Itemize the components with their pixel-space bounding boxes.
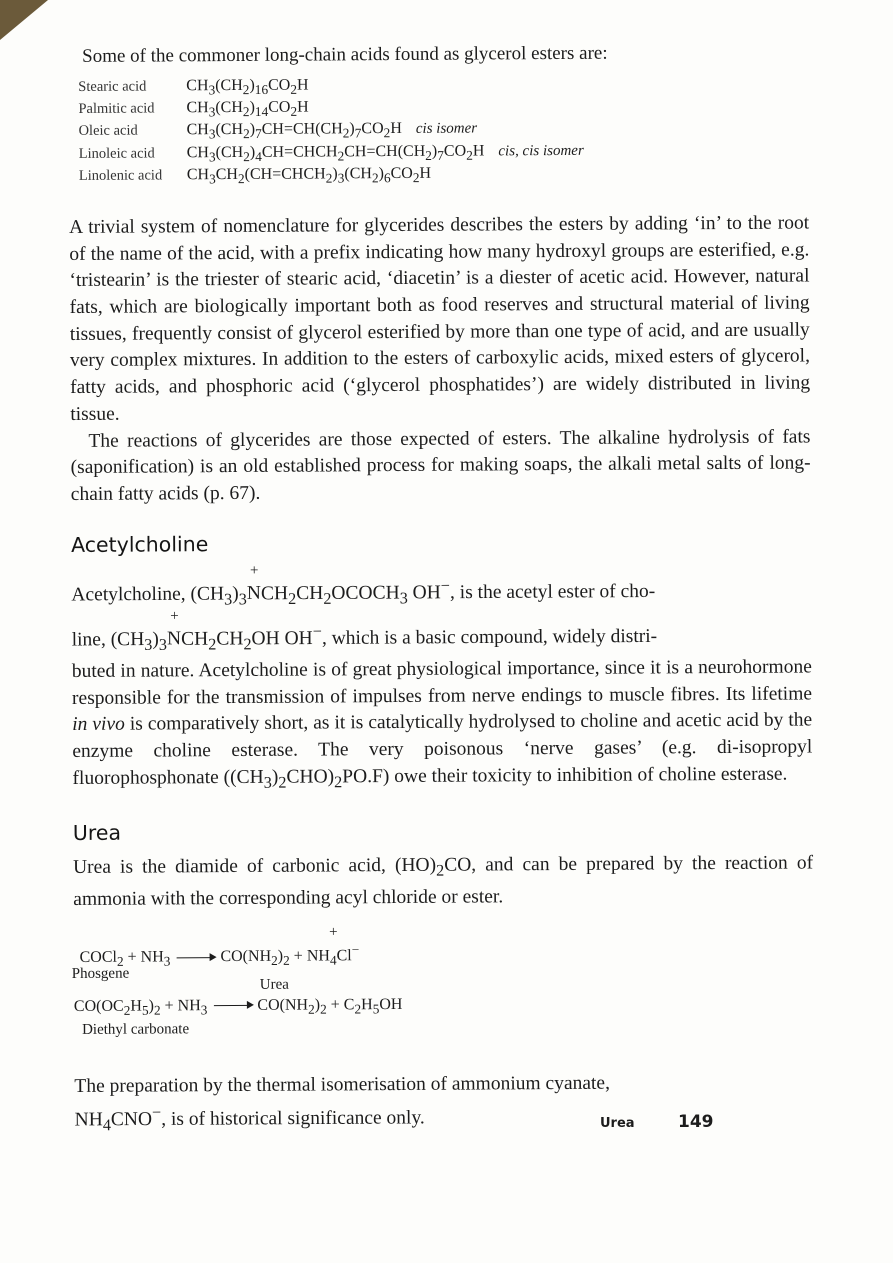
ammonium-chloride-formula: $NH_4Cl^-$ [306, 941, 360, 968]
scan-corner-shadow [0, 0, 48, 40]
minus-charge: − [312, 622, 322, 641]
plus-charge: + [170, 608, 179, 625]
glyceride-nomenclature-paragraph: A trivial system of nomenclature for glycerides describes the esters by adding ‘in’ to the root of the name of the acid, with a prefix indicating how many hydroxyl groups are esterified, e.g. ‘tristearin’ is the triester of stearic acid, ‘diacetin’ is a diester of acetic acid. However, natural fats, which are biologically important both as food reserves and structural material of living tissues, frequently consist of glycerol esterified by more than one type of acid, and are usually very complex mixtures. In addition to the esters of carboxylic acids, mixed esters of glycerol, fatty acids, and phosphoric acid (‘glycerol phosphatides’) are widely distributed in living tissue. [69, 212, 811, 425]
plus-charge: + [329, 923, 338, 940]
text-run: OH [407, 581, 441, 604]
subscript: 2 [323, 589, 332, 608]
acids-intro: Some of the commoner long-chain acids found as glycerol esters are: [82, 42, 608, 67]
subscript: 2 [208, 635, 217, 654]
acetylcholine-formula-lines [71, 563, 812, 659]
acid-name: Linoleic acid [78, 145, 155, 162]
acetylcholine-line-2 [71, 608, 812, 659]
acid-formula: $CH_3(CH_2)_7CH=CH(CH_2)_7CO_2H$ [186, 120, 402, 142]
acid-name: Palmitic acid [78, 100, 155, 118]
reaction-arrow-icon [213, 1005, 251, 1006]
text-run: , is the acetyl ester of cho- [449, 580, 656, 603]
acid-note: cis isomer [415, 120, 478, 138]
text-run: CH [260, 582, 289, 605]
urea-label: Urea [259, 976, 289, 993]
equation-reactants: $CO(OC_2H_5)_2 + NH_3$ [73, 996, 208, 1018]
acid-formula: $CH_3(CH_2)_4CH=CHCH_2CH=CH(CH_2)_7CO_2H$ [186, 142, 485, 164]
diethyl-carbonate-equation [74, 996, 403, 1019]
text-run: OCOCH [331, 582, 400, 604]
ammonium-chloride [306, 923, 360, 969]
running-footer-section: Urea [600, 1116, 635, 1131]
nitrogen-symbol: N [246, 583, 262, 605]
text-run: OH OH [251, 627, 313, 650]
text-run: CH [181, 628, 209, 650]
text-run: CH [296, 582, 324, 604]
text-run: ) [232, 583, 239, 605]
acid-name: Linolenic acid [78, 167, 163, 184]
acetylcholine-paragraph: buted in nature. Acetylcholine is of great physiological importance, since it is a neurohormone responsible for the transmission of impulses from nerve endings to muscle fibres. Its lifetime in vivo is comparatively short, as it is catalytically hydrolysed to choline and acetic acid by the enzyme choline esterase. The very poisonous ‘nerve gases’ (e.g. di-isopropyl fluorophosphonate $((CH_3)_2CHO)_2PO.F$) owe their toxicity to inhibition of choline esterase. [71, 656, 813, 792]
glyceride-reactions-paragraph: The reactions of glycerides are those expected of esters. The alkaline hydrolysis of fats (saponification) is an old established process for making soaps, the alkali metal salts of long-chain fatty acids (p. 67). [70, 426, 811, 505]
subscript: 3 [238, 589, 247, 609]
page-number: 149 [678, 1112, 714, 1132]
text-run: CH [216, 628, 244, 650]
nitrogen-symbol: N [166, 628, 182, 650]
text-run: Acetylcholine, (CH [71, 583, 225, 606]
acid-name: Oleic acid [78, 122, 138, 140]
diethyl-carbonate-label: Diethyl carbonate [81, 1020, 190, 1038]
subscript: 3 [224, 590, 233, 609]
subscript: 3 [144, 635, 153, 654]
urea-history-line-2: $NH_4CNO^-$, is of historical significance only. [74, 1103, 425, 1135]
acid-table [78, 73, 809, 188]
acetylcholine-heading: Acetylcholine [71, 531, 209, 557]
acid-name: Stearic acid [78, 78, 147, 95]
acid-row [79, 162, 809, 189]
quaternary-nitrogen [166, 608, 182, 654]
acid-formula: $CH_3(CH_2)_{14}CO_2H$ [186, 98, 309, 120]
urea-history-line-1: The preparation by the thermal isomerisation of ammonium cyanate, [74, 1072, 610, 1097]
subscript: 2 [243, 635, 252, 654]
quaternary-nitrogen [246, 563, 262, 608]
subscript: 3 [399, 588, 408, 608]
acetylcholine-line-1 [71, 563, 811, 614]
subscript: 3 [158, 635, 168, 654]
urea-heading: Urea [72, 820, 122, 846]
phosgene-label: Phosgene [71, 965, 130, 982]
urea-paragraph: Urea is the diamide of carbonic acid, $(HO)_2CO$, and can be prepared by the reaction of ammonia with the corresponding acyl chloride or ester. [72, 852, 814, 910]
text-run: , which is a basic compound, widely distri- [321, 625, 658, 649]
acid-formula: $CH_3CH_2(CH=CHCH_2)_3(CH_2)_6CO_2H$ [186, 164, 432, 187]
minus-charge: − [440, 576, 451, 595]
text-run: line, (CH [71, 628, 145, 651]
urea-equations [73, 923, 814, 1046]
book-page [68, 35, 815, 1139]
equation-products: $CO(NH_2)_2$ + [220, 947, 307, 968]
equation-reactants: COCl$_2$ + $NH_3$ [79, 948, 171, 969]
text-run: ) [152, 628, 159, 650]
acid-note: cis, cis isomer [498, 142, 584, 159]
plus-charge: + [249, 563, 259, 580]
reaction-arrow-icon [176, 957, 214, 958]
equation-products: $CO(NH_2)_2 + C_2H_5OH$ [257, 995, 403, 1017]
subscript: 2 [288, 589, 297, 608]
acid-formula: $CH_3(CH_2)_{16}CO_2H$ [186, 76, 309, 98]
